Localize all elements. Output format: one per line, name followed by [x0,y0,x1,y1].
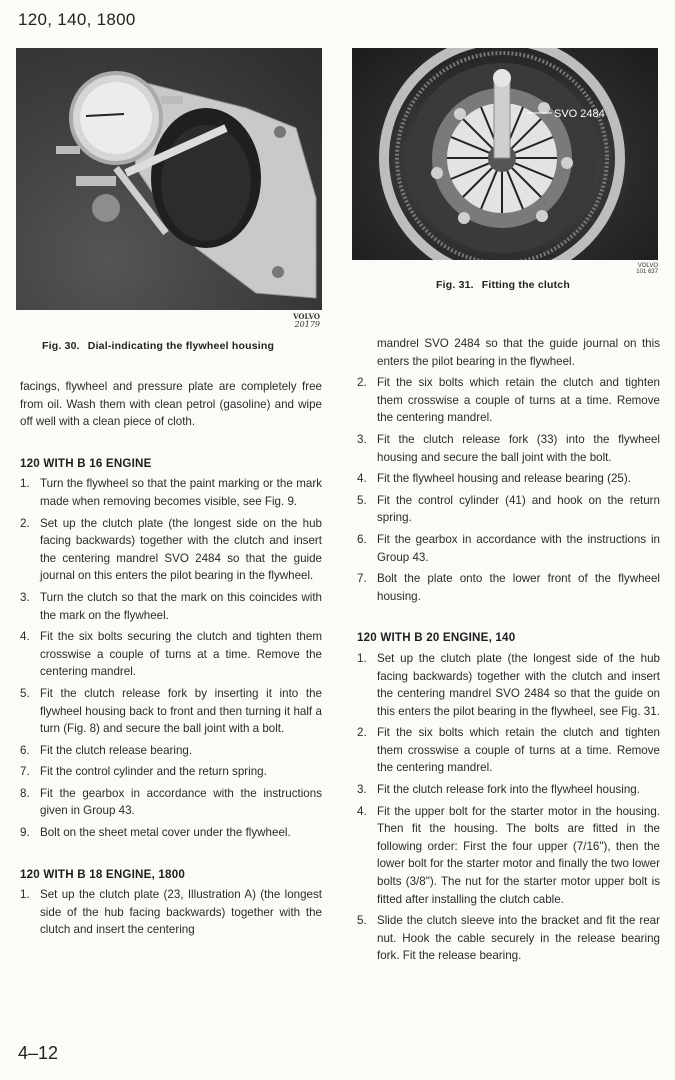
step-number: 3. [20,590,30,604]
step-text: Set up the clutch plate (the longest side of the hub facing backwards) together with the clutch and insert the centering mandrel SVO 2484 so that the guide on this enters the pilot bearing in the flywheel, see Fig. 31. [377,651,660,718]
list-item [357,912,660,965]
figure-reference-number: 101 637 [636,269,658,275]
step-number: 2. [357,376,367,390]
list-item [20,886,322,939]
clutch-fitting-icon [352,48,658,260]
list-item [20,475,322,510]
figure-31-caption [436,279,570,291]
figure-number: Fig. 31. [436,279,474,291]
list-item [357,531,660,566]
step-number: 7. [357,572,367,586]
step-text: Bolt the plate onto the lower front of the flywheel housing. [377,572,660,603]
step-text: Fit the six bolts securing the clutch and tighten them crosswise a couple of turns at a time. Remove the centering mandrel. [40,630,322,679]
step-text: Fit the clutch release fork by inserting it into the flywheel housing back to front and then turning it half a turn (Fig. 8) and secure the ball joint with a bolt. [40,686,322,736]
step-text: Fit the flywheel housing and release bearing (25). [377,472,631,486]
figure-number: Fig. 30. [42,340,80,352]
figure-reference-number: 20179 [294,320,320,329]
step-text: Fit the gearbox in accordance with the instructions given in Group 43. [40,786,322,818]
figure-30-volvo-mark [270,313,320,329]
step-text: Fit the clutch release fork (33) into the flywheel housing and secure the ball joint with the bolt. [377,432,660,464]
step-text: Turn the flywheel so that the paint marking or the mark made when removing becomes visible, see Fig. 9. [40,477,322,508]
figure-caption-text: Dial-indicating the flywheel housing [87,340,275,352]
step-text: Set up the clutch plate (the longest side on the hub facing backwards) together with the clutch and insert the centering mandrel SVO 2484 so that the guide journal on this enters the pilot bearing in the flywheel. [40,516,322,583]
list-item [357,724,660,777]
step-number: 3. [357,432,367,446]
step-text: Fit the six bolts which retain the clutch and tighten them crosswise a couple of turns at a time. Remove the centering mandrel. [377,376,660,425]
step-text: Fit the clutch release fork into the flywheel housing. [377,783,640,797]
dial-indicator-flywheel-housing-icon [16,48,322,310]
figure-31-photo [352,48,658,260]
volvo-brand-text: VOLVO [637,263,658,269]
step-number: 4. [20,630,30,644]
page-number: 4–12 [18,1043,59,1063]
step-text: Fit the control cylinder (41) and hook on the return spring. [377,493,660,525]
section-title-b20: 120 WITH B 20 ENGINE, 140 [357,631,516,645]
figure-caption-text: Fitting the clutch [481,279,570,291]
b18-steps-list [20,886,322,939]
step-number: 5. [357,493,367,507]
step-text: Fit the upper bolt for the starter motor in the housing. Then fit the housing. The bolts are fitted in the following order: First the four upper (7/16"), then the lower bolt for the starter motor and finally the two lower bolts (3/8"). The nut for the starter motor upper bolt is fitted after installing the clutch cable. [377,804,660,906]
step-text: Bolt on the sheet metal cover under the flywheel. [40,826,291,840]
step-text: Fit the six bolts which retain the clutch and tighten them crosswise a couple of turns at a time. Remove the centering mandrel. [377,726,660,775]
step-number: 2. [20,516,30,530]
volvo-brand-text: VOLVO [293,312,320,321]
right-text-column [357,335,660,969]
step-number: 7. [20,765,30,779]
step-number: 8. [20,786,30,800]
step-text: Turn the clutch so that the mark on this coincides with the mark on the flywheel. [40,590,322,622]
step-number: 1. [20,477,30,491]
list-item [357,431,660,466]
list-item [357,470,660,488]
list-item [20,824,322,842]
step-text: Fit the control cylinder and the return spring. [40,765,267,779]
list-item [20,785,322,820]
section-title-b16: 120 WITH B 16 ENGINE [20,456,152,470]
b16-steps-list [20,475,322,841]
list-item [357,781,660,799]
step-number: 9. [20,826,30,840]
list-item [357,374,660,427]
list-item [20,628,322,681]
list-item [357,650,660,720]
list-item [20,589,322,624]
step-text: Set up the clutch plate (23, Illustration A) (the longest side of the hub facing backwards) together with the clutch and insert the centering [40,888,322,937]
list-item [357,570,660,605]
step-number: 1. [20,888,30,902]
page-header-models: 120, 140, 1800 [18,10,136,29]
list-item [357,803,660,909]
step-text: Fit the gearbox in accordance with the instructions in Group 43. [377,532,660,564]
left-text-column [20,378,322,943]
figure-30-photo [16,48,322,310]
list-item [357,492,660,527]
b18-steps-list-continued [357,374,660,605]
step-number: 4. [357,804,367,818]
svo-2484-photo-label: SVO 2484 [554,108,605,120]
step-number: 5. [20,686,30,700]
list-item [20,763,322,781]
step-number: 4. [357,472,367,486]
step-number: 6. [357,532,367,546]
step-text: Fit the clutch release bearing. [40,743,193,757]
figure-30-caption [42,340,274,352]
figure-31-volvo-mark [608,263,658,275]
step-number: 5. [357,914,367,928]
list-item [20,515,322,585]
section-title-b18: 120 WITH B 18 ENGINE, 1800 [20,867,185,881]
b20-steps-list [357,650,660,965]
list-item [20,742,322,760]
intro-paragraph: facings, flywheel and pressure plate are completely free from oil. Wash them with clean petrol (gasoline) and wipe off well with a clean piece of cloth. [20,380,322,429]
continuation-paragraph: mandrel SVO 2484 so that the guide journal on this enters the pilot bearing in the flywheel. [377,337,660,368]
step-number: 6. [20,743,30,757]
step-text: Slide the clutch sleeve into the bracket and fit the rear nut. Hook the cable securely in the release bearing fork. Fit the release bearing. [377,914,660,963]
step-number: 2. [357,726,367,740]
step-number: 3. [357,783,367,797]
list-item [20,685,322,738]
step-number: 1. [357,651,367,665]
